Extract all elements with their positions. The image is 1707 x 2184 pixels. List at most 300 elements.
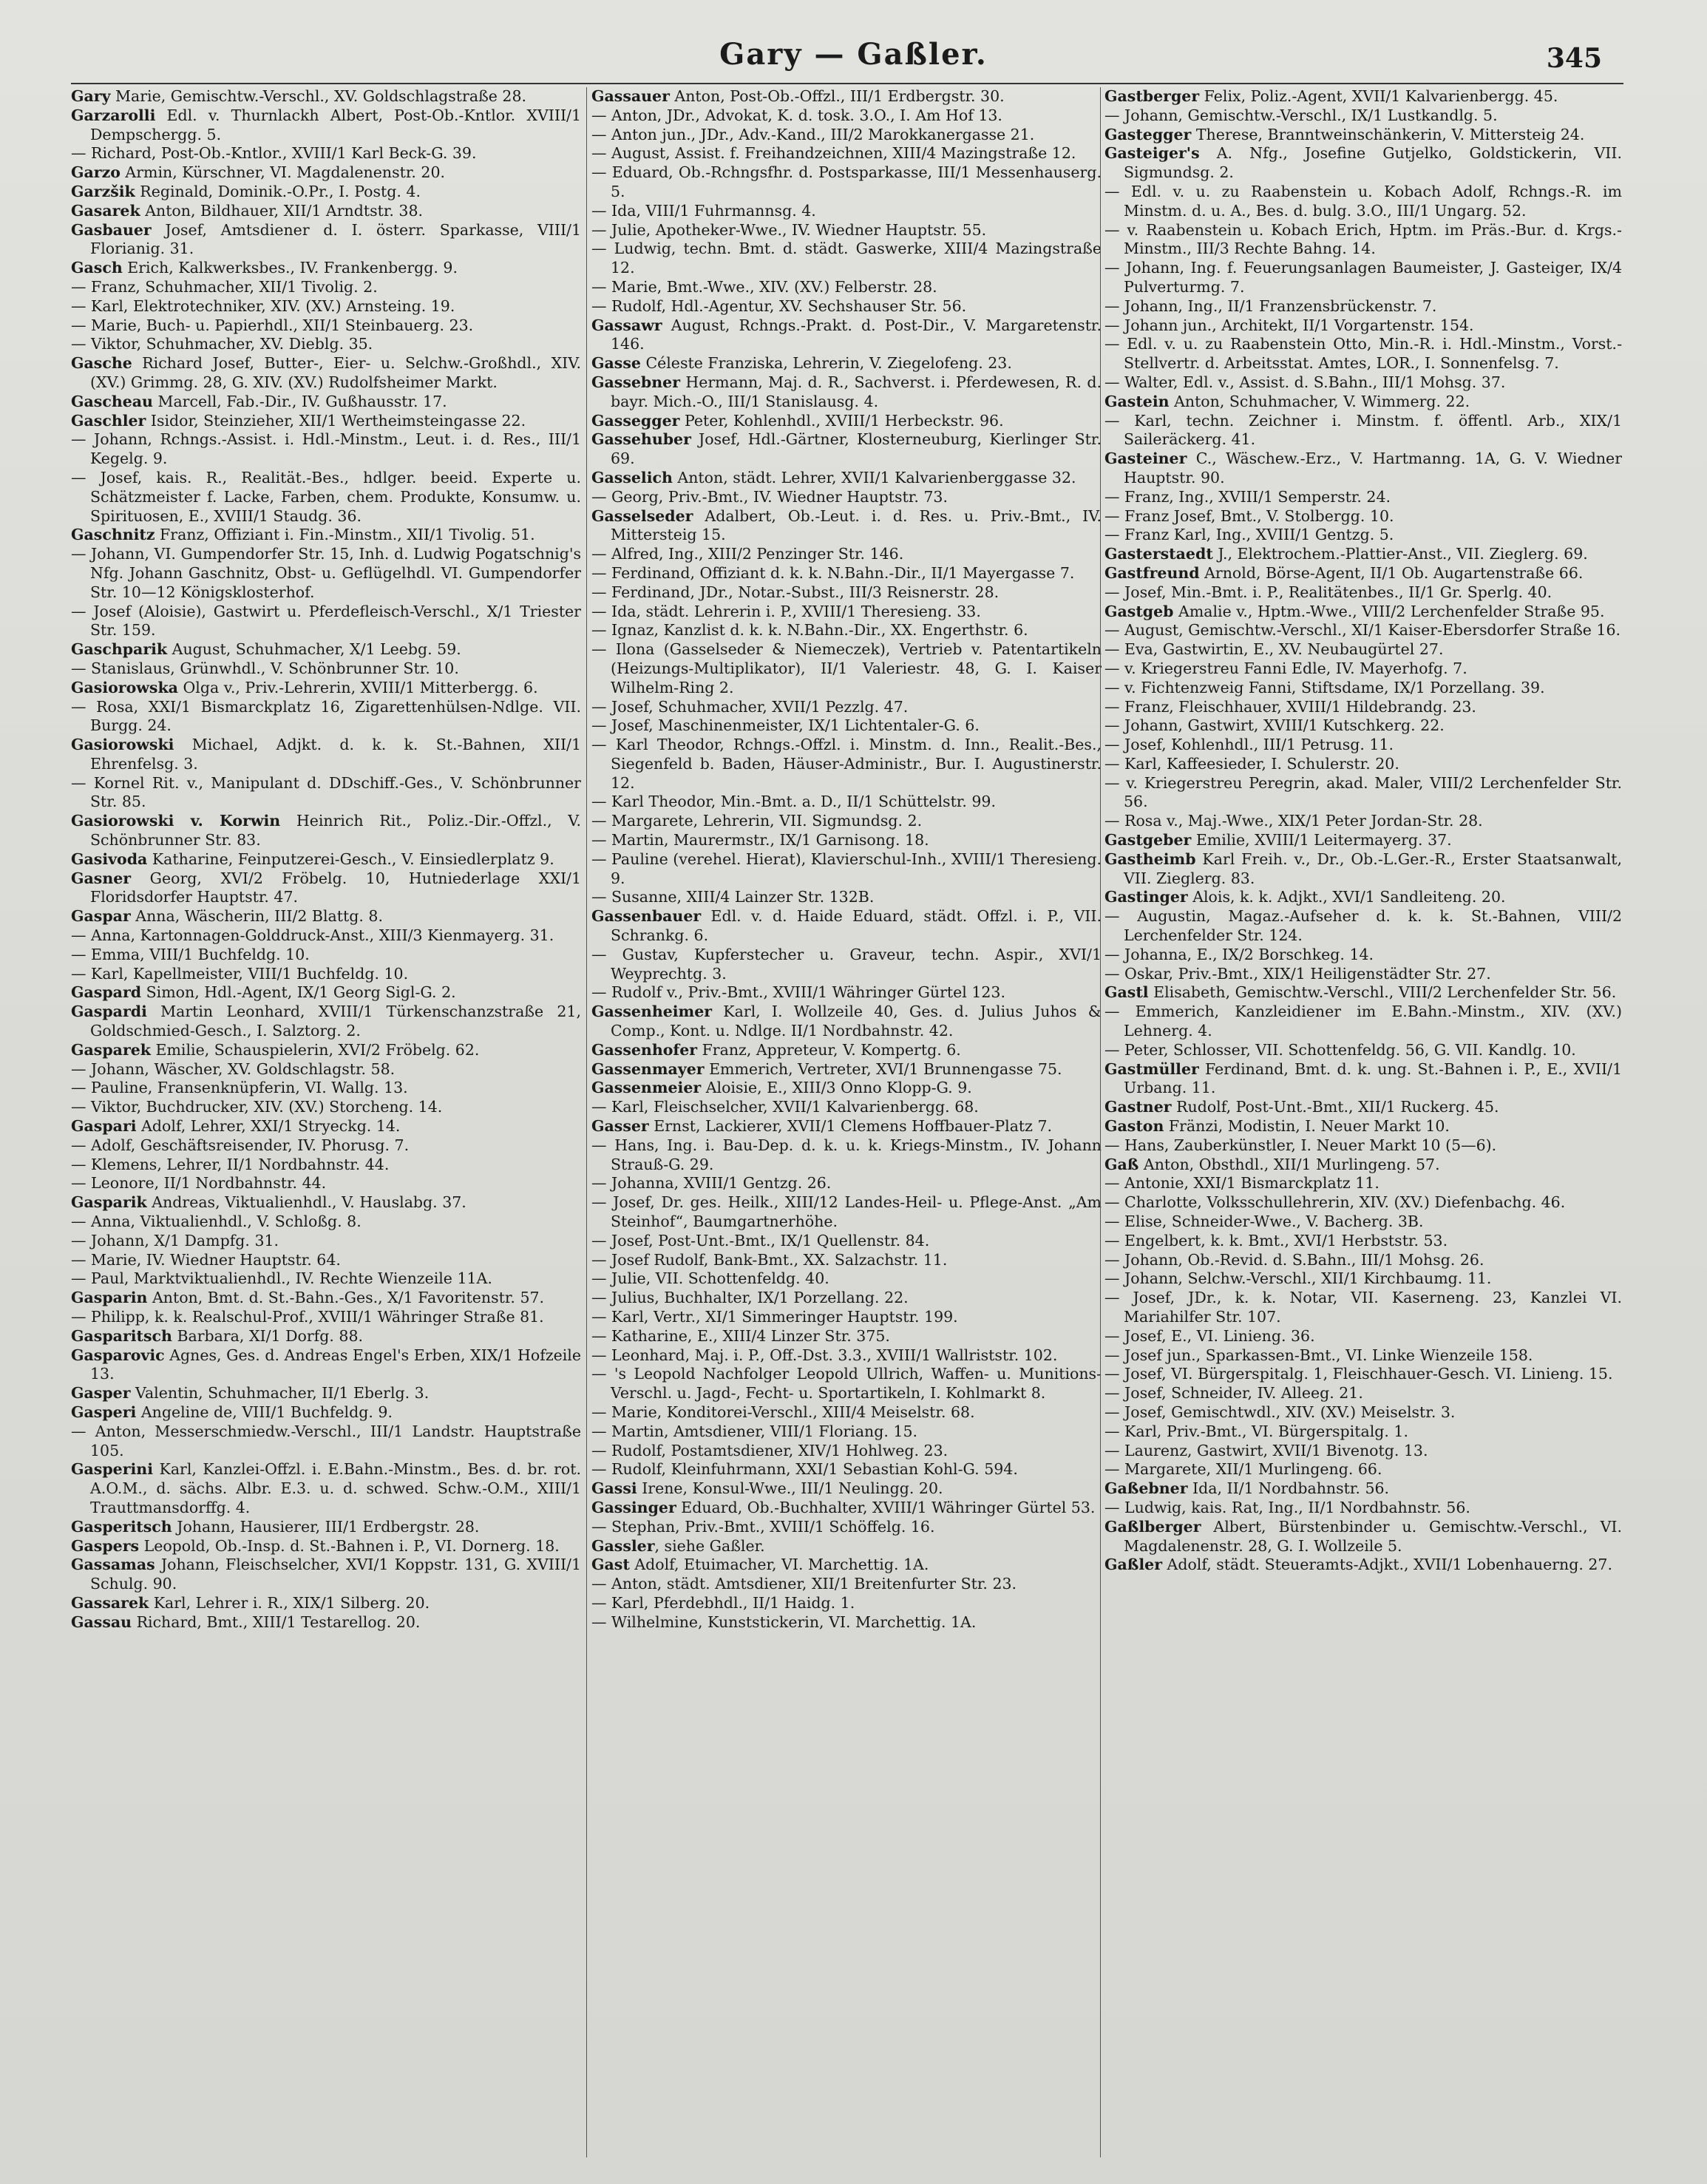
directory-entry [1104, 1098, 1622, 1117]
entry-details: — Martin, Amtsdiener, VIII/1 Floriang. 15. [591, 1422, 918, 1440]
entry-details: — Peter, Schlosser, VII. Schottenfeldg. 56, G. VII. Kandlg. 10. [1104, 1040, 1576, 1059]
entry-surname: Gastl [1104, 983, 1149, 1002]
directory-entry [71, 1117, 581, 1136]
entry-details: Hermann, Maj. d. R., Sachverst. i. Pferdewesen, R. d. bayr. Mich.-O., III/1 Stanislausg. 4. [611, 373, 1102, 410]
entry-details: Anton, Post-Ob.-Offzl., III/1 Erdbergstr. 30. [669, 87, 1005, 105]
entry-details: — Stephan, Priv.-Bmt., XVIII/1 Schöffelg. 16. [591, 1517, 935, 1536]
directory-entry [1104, 259, 1622, 297]
entry-details: — Anna, Viktualienhdl., V. Schloßg. 8. [71, 1213, 362, 1231]
entry-surname: Gassebner [591, 373, 680, 391]
directory-entry [71, 965, 581, 984]
directory-entry [591, 640, 1102, 697]
directory-entry [1104, 1518, 1622, 1556]
entry-details: Elisabeth, Gemischtw.-Verschl., VIII/2 Lerchenfelder Str. 56. [1148, 983, 1617, 1002]
entry-details: Felix, Poliz.-Agent, XVII/1 Kalvarienbergg. 45. [1199, 87, 1558, 105]
directory-entry [1104, 755, 1622, 774]
directory-entry [71, 183, 581, 202]
entry-details: Richard, Bmt., XIII/1 Testarellog. 20. [132, 1612, 421, 1631]
directory-entry [1104, 1365, 1622, 1384]
directory-entry [71, 278, 581, 297]
entry-details: — Josef, Schuhmacher, XVII/1 Pezzlg. 47. [591, 697, 909, 716]
entry-details: — Karl, Fleischselcher, XVII/1 Kalvarienbergg. 68. [591, 1098, 979, 1116]
entry-details: — Anton, städt. Amtsdiener, XII/1 Breitenfurter Str. 23. [591, 1575, 1017, 1593]
directory-entry [1104, 564, 1622, 583]
directory-entry [71, 812, 581, 850]
directory-entry [71, 1156, 581, 1175]
entry-details: — Klemens, Lehrer, II/1 Nordbahnstr. 44. [71, 1155, 390, 1173]
directory-entry [71, 87, 581, 106]
directory-entry [1104, 1327, 1622, 1346]
directory-entry [591, 1289, 1102, 1308]
entry-details: — Franz Karl, Ing., XVIII/1 Gentzg. 5. [1104, 526, 1394, 544]
entry-surname: Gasparik [71, 1193, 147, 1212]
directory-entry [1104, 393, 1622, 412]
entry-details: — Johanna, E., IX/2 Borschkeg. 14. [1104, 945, 1374, 963]
entry-details: — Karl, Pferdebhdl., II/1 Haidg. 1. [591, 1593, 855, 1612]
directory-entry [1104, 1136, 1622, 1156]
entry-details: — Rudolf, Kleinfuhrmann, XXI/1 Sebastian Kohl-G. 594. [591, 1460, 1018, 1479]
directory-entry [591, 1251, 1102, 1270]
directory-entry [71, 354, 581, 393]
entry-surname: Gaspar [71, 907, 131, 926]
directory-entry [1104, 659, 1622, 679]
entry-details: Céleste Franziska, Lehrerin, V. Ziegelofeng. 23. [640, 354, 1012, 373]
directory-entry [71, 202, 581, 221]
directory-entry [1104, 965, 1622, 984]
directory-entry [591, 1442, 1102, 1461]
entry-details: Georg, XVI/2 Fröbelg. 10, Hutniederlage XXI/1 Floridsdorfer Hauptstr. 47. [90, 869, 581, 906]
entry-details: — Rudolf v., Priv.-Bmt., XVIII/1 Währinger Gürtel 123. [591, 983, 1005, 1002]
directory-entry [591, 603, 1102, 622]
directory-entry [591, 126, 1102, 145]
directory-entry [71, 1384, 581, 1403]
entry-surname: Garzo [71, 163, 121, 182]
directory-entry [591, 716, 1102, 736]
entry-surname: Gaspardi [71, 1003, 147, 1021]
directory-entry [1104, 488, 1622, 507]
directory-entry [71, 698, 581, 736]
entry-details: — Ilona (Gasselseder & Niemeczek), Vertrieb v. Patentartikeln (Heizungs-Multiplikator), II/1 Valeriestr. 48, G. I. Kaiser Wilhelm-Ring 2. [591, 640, 1102, 696]
directory-entry [591, 1460, 1102, 1479]
entry-details: — Philipp, k. k. Realschul-Prof., XVIII/1 Währinger Straße 81. [71, 1308, 544, 1326]
entry-details: Karl, I. Wollzeile 40, Ges. d. Julius Juhos & Comp., Kont. u. Ndlge. II/1 Nordbahnstr. 42. [611, 1003, 1102, 1040]
entry-details: — Alfred, Ing., XIII/2 Penzinger Str. 146. [591, 545, 904, 563]
directory-entry [1104, 1442, 1622, 1461]
entry-surname: Gasse [591, 354, 641, 373]
entry-details: Irene, Konsul-Wwe., III/1 Neulingg. 20. [637, 1479, 943, 1498]
entry-surname: Gast [591, 1556, 630, 1574]
directory-entry [1104, 450, 1622, 488]
directory-entry [1104, 603, 1622, 622]
entry-details: — Richard, Post-Ob.-Kntlor., XVIII/1 Karl Beck-G. 39. [71, 144, 477, 163]
directory-entry [71, 335, 581, 354]
entry-details: Heinrich Rit., Poliz.-Dir.-Offzl., V. Schönbrunner Str. 83. [90, 812, 581, 849]
entry-surname: Gaßlberger [1104, 1517, 1201, 1536]
entry-details: — Elise, Schneider-Wwe., V. Bacherg. 3B. [1104, 1213, 1424, 1231]
directory-entry [591, 1041, 1102, 1060]
directory-entry [591, 373, 1102, 412]
entry-details: Reginald, Dominik.-O.Pr., I. Postg. 4. [135, 182, 421, 200]
directory-entry [71, 144, 581, 163]
entry-details: — Eva, Gastwirtin, E., XV. Neubaugürtel 27. [1104, 640, 1444, 659]
directory-entry [1104, 144, 1622, 183]
entry-surname: Gaß [1104, 1155, 1139, 1173]
entry-surname: Gasivoda [71, 849, 148, 868]
entry-details: — Viktor, Buchdrucker, XIV. (XV.) Storcheng. 14. [71, 1098, 443, 1116]
entry-details: — Josef, Dr. ges. Heilk., XIII/12 Landes-Heil- u. Pflege-Anst. „Am Steinhof“, Baumgartnerhöhe. [591, 1193, 1102, 1231]
directory-entry [591, 1575, 1102, 1594]
directory-entry [591, 144, 1102, 163]
directory-entry [71, 1003, 581, 1041]
directory-entry [71, 907, 581, 926]
directory-entry [71, 1041, 581, 1060]
directory-entry [71, 736, 581, 774]
entry-details: Ferdinand, Bmt. d. k. ung. St.-Bahnen i. P., E., XVII/1 Urbang. 11. [1124, 1059, 1622, 1097]
entry-details: Anton, städt. Lehrer, XVII/1 Kalvarienberggasse 32. [672, 468, 1076, 486]
directory-entry [1104, 1384, 1622, 1403]
directory-entry [591, 583, 1102, 603]
entry-details: — Johann, Ob.-Revid. d. S.Bahn., III/1 Mohsg. 26. [1104, 1250, 1484, 1269]
entry-details: — Ferdinand, Offiziant d. k. k. N.Bahn.-Dir., II/1 Mayergasse 7. [591, 563, 1075, 582]
entry-surname: Gastheimb [1104, 849, 1196, 868]
entry-details: Karl Freih. v., Dr., Ob.-L.Ger.-R., Erster Staatsanwalt, VII. Zieglerg. 83. [1124, 849, 1622, 887]
entry-surname: Gaschler [71, 411, 146, 430]
entry-details: — Leonhard, Maj. i. P., Off.-Dst. 3.3., XVIII/1 Wallriststr. 102. [591, 1346, 1058, 1364]
entry-surname: Gasperini [71, 1460, 153, 1479]
directory-entry [71, 946, 581, 965]
directory-entry [591, 1327, 1102, 1346]
directory-entry [1104, 774, 1622, 813]
directory-entry [591, 354, 1102, 373]
directory-entry [1104, 335, 1622, 373]
entry-surname: Gasselseder [591, 506, 693, 525]
entry-details: — Johann, Rchngs.-Assist. i. Hdl.-Minstm., Leut. i. d. Res., III/1 Kegelg. 9. [71, 430, 581, 468]
directory-entry [591, 1346, 1102, 1366]
entry-details: Karl, Lehrer i. R., XIX/1 Silberg. 20. [149, 1593, 430, 1612]
directory-entry [591, 564, 1102, 583]
entry-details: — Ludwig, kais. Rat, Ing., II/1 Nordbahnstr. 56. [1104, 1498, 1470, 1516]
entry-details: Karl, Kanzlei-Offzl. i. E.Bahn.-Minstm., Bes. d. br. rot. A.O.M., d. sächs. Albr. E.3. u. d. schwed. Schw.-O.M., XIII/1 Trauttmansdorffg. 4. [90, 1460, 581, 1516]
directory-entry [1104, 507, 1622, 526]
directory-entry [1104, 621, 1622, 640]
directory-entry [591, 1479, 1102, 1499]
entry-details: — Rosa, XXI/1 Bismarckplatz 16, Zigarettenhülsen-Ndlge. VII. Burgg. 24. [71, 697, 581, 735]
directory-entry [71, 1213, 581, 1232]
directory-entry [591, 1537, 1102, 1556]
page-number: 345 [1546, 43, 1602, 74]
entry-surname: Gasperi [71, 1403, 137, 1421]
entry-details: Richard Josef, Butter-, Eier- u. Selchw.-Großhdl., XIV. (XV.) Grimmg. 28, G. XIV. (XV.) Rudolfsheimer Markt. [90, 354, 581, 391]
entry-details: — Karl, Priv.-Bmt., VI. Bürgerspitalg. 1. [1104, 1422, 1408, 1440]
entry-details: — Anton, Messerschmiedw.-Verschl., III/1 Landstr. Hauptstraße 105. [71, 1422, 581, 1459]
directory-entry [591, 430, 1102, 469]
header-rule [71, 83, 1623, 84]
directory-entry [71, 430, 581, 469]
entry-surname: Garzšik [71, 182, 135, 200]
entry-details: — Johann jun., Architekt, II/1 Vorgartenstr. 154. [1104, 316, 1474, 334]
directory-entry [591, 1098, 1102, 1117]
directory-entry [1104, 373, 1622, 393]
directory-entry [71, 1594, 581, 1613]
directory-entry [1104, 1556, 1622, 1575]
directory-entry [71, 1251, 581, 1270]
entry-details: — Karl, Kapellmeister, VIII/1 Buchfeldg. 10. [71, 964, 409, 983]
directory-entry [71, 926, 581, 946]
entry-details: — Josef jun., Sparkassen-Bmt., VI. Linke Wienzeile 158. [1104, 1346, 1533, 1364]
entry-details: — Adolf, Geschäftsreisender, IV. Phorusg. 7. [71, 1136, 410, 1154]
directory-entry [1104, 1422, 1622, 1442]
directory-entry [71, 1098, 581, 1117]
directory-entry [591, 907, 1102, 946]
entry-surname: Gastinger [1104, 888, 1188, 906]
entry-surname: Gasper [71, 1384, 131, 1403]
directory-entry [71, 1518, 581, 1537]
entry-details: — Johann, VI. Gumpendorfer Str. 15, Inh. d. Ludwig Pogatschnig's Nfg. Johann Gaschnitz, Obst- u. Geflügelhdl. VI. Gumpendorfer Str. 10—12 Königsklosterhof. [71, 545, 581, 601]
entry-details: — Marie, IV. Wiedner Hauptstr. 64. [71, 1250, 341, 1269]
entry-details: Michael, Adjkt. d. k. k. St.-Bahnen, XII/1 Ehrenfelsg. 3. [90, 736, 581, 773]
entry-surname: Gasparek [71, 1040, 151, 1059]
directory-entry [71, 1174, 581, 1193]
directory-entry [1104, 1232, 1622, 1251]
entry-surname: Gasner [71, 869, 132, 887]
entry-details: Armin, Kürschner, VI. Magdalenenstr. 20. [120, 163, 446, 182]
entry-surname: Gastgeb [1104, 602, 1174, 620]
directory-entry [591, 202, 1102, 221]
entry-details: — Anton, JDr., Advokat, K. d. tosk. 3.O., I. Am Hof 13. [591, 106, 1002, 124]
directory-entry [591, 793, 1102, 812]
entry-details: J., Elektrochem.-Plattier-Anst., VII. Zieglerg. 69. [1212, 545, 1588, 563]
entry-surname: Gasbauer [71, 220, 152, 239]
directory-entry [71, 1613, 581, 1632]
entry-details: — Franz, Ing., XVIII/1 Semperstr. 24. [1104, 487, 1391, 506]
directory-entry [591, 1613, 1102, 1632]
entry-details: — Eduard, Ob.-Rchngsfhr. d. Postsparkasse, III/1 Messenhauserg. 5. [591, 163, 1102, 200]
directory-entry [1104, 946, 1622, 965]
entry-details: — Johanna, XVIII/1 Gentzg. 26. [591, 1174, 832, 1193]
entry-surname: Gascheau [71, 392, 153, 410]
directory-entry [1104, 1460, 1622, 1479]
entry-details: — Charlotte, Volksschullehrerin, XIV. (XV.) Diefenbachg. 46. [1104, 1193, 1566, 1212]
entry-surname: Gaßebner [1104, 1479, 1188, 1498]
entry-details: — Josef, kais. R., Realität.-Bes., hdlger. beeid. Experte u. Schätzmeister f. Lacke, Farben, chem. Produkte, Konsumw. u. Spirituosen, E., XVIII/1 Staudg. 36. [71, 468, 581, 525]
entry-surname: Gasteiner [1104, 450, 1187, 468]
entry-details: — v. Kriegerstreu Fanni Edle, IV. Mayerhofg. 7. [1104, 659, 1467, 677]
entry-details: — Josef, Schneider, IV. Alleeg. 21. [1104, 1384, 1363, 1403]
entry-details: — Josef, Min.-Bmt. i. P., Realitätenbes., II/1 Gr. Sperlg. 40. [1104, 583, 1552, 601]
directory-entry [71, 259, 581, 278]
entry-details: — Antonie, XXI/1 Bismarckplatz 11. [1104, 1174, 1379, 1193]
entry-surname: Gastberger [1104, 87, 1200, 105]
entry-details: — Franz, Fleischhauer, XVIII/1 Hildebrandg. 23. [1104, 697, 1476, 716]
entry-surname: Gary [71, 87, 111, 105]
directory-entry [71, 526, 581, 545]
entry-details: — Johann, Gastwirt, XVIII/1 Kutschkerg. 22. [1104, 716, 1445, 735]
entry-details: — Franz Josef, Bmt., V. Stolbergg. 10. [1104, 506, 1394, 525]
directory-entry [591, 812, 1102, 831]
directory-entry [591, 1518, 1102, 1537]
directory-entry [591, 831, 1102, 850]
directory-entry [71, 603, 581, 641]
directory-entry [71, 1556, 581, 1594]
entry-surname: Gasche [71, 354, 132, 373]
entry-surname: Gassi [591, 1479, 637, 1498]
entry-details: Peter, Kohlenhdl., XVIII/1 Herbeckstr. 96. [679, 411, 1004, 430]
directory-entry [591, 621, 1102, 640]
entry-surname: Gasser [591, 1117, 649, 1136]
entry-details: — Leonore, II/1 Nordbahnstr. 44. [71, 1174, 327, 1193]
entry-details: Barbara, XI/1 Dorfg. 88. [172, 1326, 364, 1345]
entry-details: — Josef, Kohlenhdl., III/1 Petrusg. 11. [1104, 736, 1394, 754]
entry-details: — Paul, Marktviktualienhdl., IV. Rechte Wienzeile 11A. [71, 1269, 492, 1288]
directory-entry [591, 1308, 1102, 1327]
entry-details: Fränzi, Modistin, I. Neuer Markt 10. [1164, 1117, 1450, 1136]
directory-entry [71, 1079, 581, 1098]
entry-surname: Gaßler [1104, 1556, 1162, 1574]
entry-details: — Josef, VI. Bürgerspitalg. 1, Fleischhauer-Gesch. VI. Linieng. 15. [1104, 1365, 1613, 1383]
entry-details: — Rudolf, Postamtsdiener, XIV/1 Hohlweg. 23. [591, 1441, 948, 1459]
entry-details: — v. Kriegerstreu Peregrin, akad. Maler, VIII/2 Lerchenfelder Str. 56. [1104, 773, 1622, 811]
directory-entry [591, 1193, 1102, 1232]
directory-entry [1104, 1346, 1622, 1366]
entry-details: A. Nfg., Josefine Gutjelko, Goldstickerin, VII. Sigmundsg. 2. [1124, 144, 1622, 182]
entry-details: — Emma, VIII/1 Buchfeldg. 10. [71, 945, 310, 963]
directory-entry [591, 240, 1102, 278]
directory-entry [71, 1289, 581, 1308]
directory-entry [591, 1117, 1102, 1136]
entry-details: Marie, Gemischtw.-Verschl., XV. Goldschlagstraße 28. [110, 87, 527, 105]
entry-details: Franz, Offiziant i. Fin.-Minstm., XII/1 Tivolig. 51. [155, 526, 535, 544]
directory-entry [71, 774, 581, 813]
directory-entry [1104, 126, 1622, 145]
entry-details: Rudolf, Post-Unt.-Bmt., XII/1 Ruckerg. 45. [1171, 1098, 1499, 1116]
entry-details: C., Wäschew.-Erz., V. Hartmanng. 1A, G. V. Wiedner Hauptstr. 90. [1124, 450, 1622, 486]
directory-entry [591, 1499, 1102, 1518]
entry-surname: Gasperitsch [71, 1517, 172, 1536]
directory-entry [1104, 183, 1622, 221]
directory-entry [71, 1346, 581, 1385]
directory-entry [591, 221, 1102, 240]
entry-surname: Gasiorowski [71, 736, 174, 754]
directory-entry [1104, 221, 1622, 260]
entry-details: — Rudolf, Hdl.-Agentur, XV. Sechshauser Str. 56. [591, 296, 967, 315]
entry-details: Edl. v. d. Haide Eduard, städt. Offzl. i. P., VII. Schrankg. 6. [611, 907, 1102, 945]
directory-entry [591, 1232, 1102, 1251]
entry-details: — Ludwig, techn. Bmt. d. städt. Gaswerke, XIII/4 Mazingstraße 12. [591, 240, 1102, 277]
entry-details: — Johann, X/1 Dampfg. 31. [71, 1231, 279, 1249]
entry-surname: Gasparitsch [71, 1326, 172, 1345]
entry-surname: Gasiorowska [71, 678, 178, 696]
page-header-title: Gary — Gaßler. [719, 37, 988, 72]
directory-entry [1104, 106, 1622, 126]
entry-details: — Marie, Konditorei-Verschl., XIII/4 Meiselstr. 68. [591, 1403, 975, 1421]
entry-surname: Gastfreund [1104, 563, 1200, 582]
directory-entry [71, 469, 581, 526]
entry-details: Emilie, Schauspielerin, XVI/2 Fröbelg. 62. [151, 1040, 480, 1059]
directory-entry [71, 297, 581, 316]
directory-entry [591, 888, 1102, 907]
entry-details: — Karl, Elektrotechniker, XIV. (XV.) Arnsteing. 19. [71, 296, 455, 315]
directory-entry [591, 507, 1102, 546]
entry-surname: Gaspers [71, 1536, 140, 1555]
directory-entry [1104, 1403, 1622, 1422]
directory-entry [1104, 1193, 1622, 1213]
entry-surname: Gaschparik [71, 640, 168, 659]
directory-entry [71, 393, 581, 412]
entry-details: Johann, Hausierer, III/1 Erdbergstr. 28. [172, 1517, 480, 1536]
entry-details: Therese, Branntweinschänkerin, V. Mittersteig 24. [1191, 125, 1585, 143]
entry-details: Anton, Bmt. d. St.-Bahn.-Ges., X/1 Favoritenstr. 57. [147, 1289, 545, 1307]
entry-details: — Josef, JDr., k. k. Notar, VII. Kaserneng. 23, Kanzlei VI. Mariahilfer Str. 107. [1104, 1289, 1622, 1326]
directory-entry [71, 1308, 581, 1327]
entry-surname: Gasparin [71, 1289, 148, 1307]
entry-surname: Gassenheimer [591, 1003, 713, 1021]
entry-details: Adolf, Lehrer, XXI/1 Stryeckg. 14. [136, 1117, 401, 1136]
entry-details: — Rosa v., Maj.-Wwe., XIX/1 Peter Jordan-Str. 28. [1104, 812, 1483, 830]
entry-details: — Julius, Buchhalter, IX/1 Porzellang. 22. [591, 1289, 909, 1307]
entry-surname: Gassegger [591, 411, 680, 430]
entry-details: — v. Fichtenzweig Fanni, Stiftsdame, IX/1 Porzellang. 39. [1104, 678, 1545, 696]
entry-surname: Gassenmayer [591, 1059, 705, 1078]
directory-entry [1104, 1251, 1622, 1270]
directory-entry [1104, 983, 1622, 1003]
entry-details: Ida, II/1 Nordbahnstr. 56. [1187, 1479, 1390, 1498]
entry-details: — August, Assist. f. Freihandzeichnen, XIII/4 Mazingstraße 12. [591, 144, 1076, 163]
entry-surname: Gassamas [71, 1556, 155, 1574]
directory-entry [1104, 1479, 1622, 1499]
entry-details: — Gustav, Kupferstecher u. Graveur, techn. Aspir., XVI/1 Weyprechtg. 3. [591, 945, 1102, 983]
entry-details: — Margarete, XII/1 Murlingeng. 66. [1104, 1460, 1382, 1479]
directory-entry [591, 488, 1102, 507]
entry-details: Anton, Schuhmacher, V. Wimmerg. 22. [1169, 392, 1470, 410]
entry-details: — Wilhelmine, Kunststickerin, VI. Marchettig. 1A. [591, 1612, 977, 1631]
entry-details: — Edl. v. u. zu Raabenstein u. Kobach Adolf, Rchngs.-R. im Minstm. d. u. A., Bes. d. bulg. 3.O., III/1 Ungarg. 52. [1104, 182, 1622, 220]
entry-details: — v. Raabenstein u. Kobach Erich, Hptm. im Präs.-Bur. d. Krgs.-Minstm., III/3 Rechte Bahng. 14. [1104, 220, 1622, 258]
directory-entry [1104, 1269, 1622, 1289]
entry-details: August, Schuhmacher, X/1 Leebg. 59. [167, 640, 461, 659]
directory-entry [71, 316, 581, 336]
entry-details: Angeline de, VIII/1 Buchfeldg. 9. [136, 1403, 393, 1421]
directory-entry [591, 1136, 1102, 1175]
directory-entry [71, 679, 581, 698]
entry-details: Isidor, Steinzieher, XII/1 Wertheimsteingasse 22. [146, 411, 526, 430]
entry-surname: Gassehuber [591, 430, 691, 449]
directory-entry [1104, 297, 1622, 316]
directory-entry [1104, 850, 1622, 889]
directory-entry [71, 412, 581, 431]
entry-details: — Engelbert, k. k. Bmt., XVI/1 Herbststr. 53. [1104, 1231, 1448, 1249]
directory-entry [1104, 545, 1622, 564]
directory-entry [1104, 736, 1622, 755]
entry-details: Anna, Wäscherin, III/2 Blattg. 8. [130, 907, 383, 926]
column-divider [586, 87, 587, 2157]
entry-details: — Emmerich, Kanzleidiener im E.Bahn.-Minstm., XIV. (XV.) Lehnerg. 4. [1104, 1003, 1622, 1040]
entry-details: Ernst, Lackierer, XVII/1 Clemens Hoffbauer-Platz 7. [648, 1117, 1053, 1136]
entry-details: — Johann, Gemischtw.-Verschl., IX/1 Lustkandlg. 5. [1104, 106, 1498, 124]
directory-entry [71, 1537, 581, 1556]
directory-entry [71, 850, 581, 869]
directory-entry [71, 1327, 581, 1346]
directory-entry [1104, 1060, 1622, 1099]
directory-entry [1104, 1289, 1622, 1327]
entry-surname: Gaspard [71, 983, 142, 1002]
entry-details: — 's Leopold Nachfolger Leopold Ullrich, Waffen- u. Munitions-Verschl. u. Jagd-, Fecht- u. Sportartikeln, I. Kohlmarkt 8. [591, 1365, 1102, 1403]
entry-details: Erich, Kalkwerksbes., IV. Frankenbergg. 9. [122, 259, 458, 277]
entry-details: — Josef Rudolf, Bank-Bmt., XX. Salzachstr. 11. [591, 1250, 948, 1269]
directory-entry [591, 1174, 1102, 1193]
directory-entry [1104, 888, 1622, 907]
entry-details: Albert, Bürstenbinder u. Gemischtw.-Verschl., VI. Magdalenenstr. 28, G. I. Wollzeile 5. [1124, 1517, 1622, 1555]
entry-details: — Viktor, Schuhmacher, XV. Dieblg. 35. [71, 335, 373, 353]
